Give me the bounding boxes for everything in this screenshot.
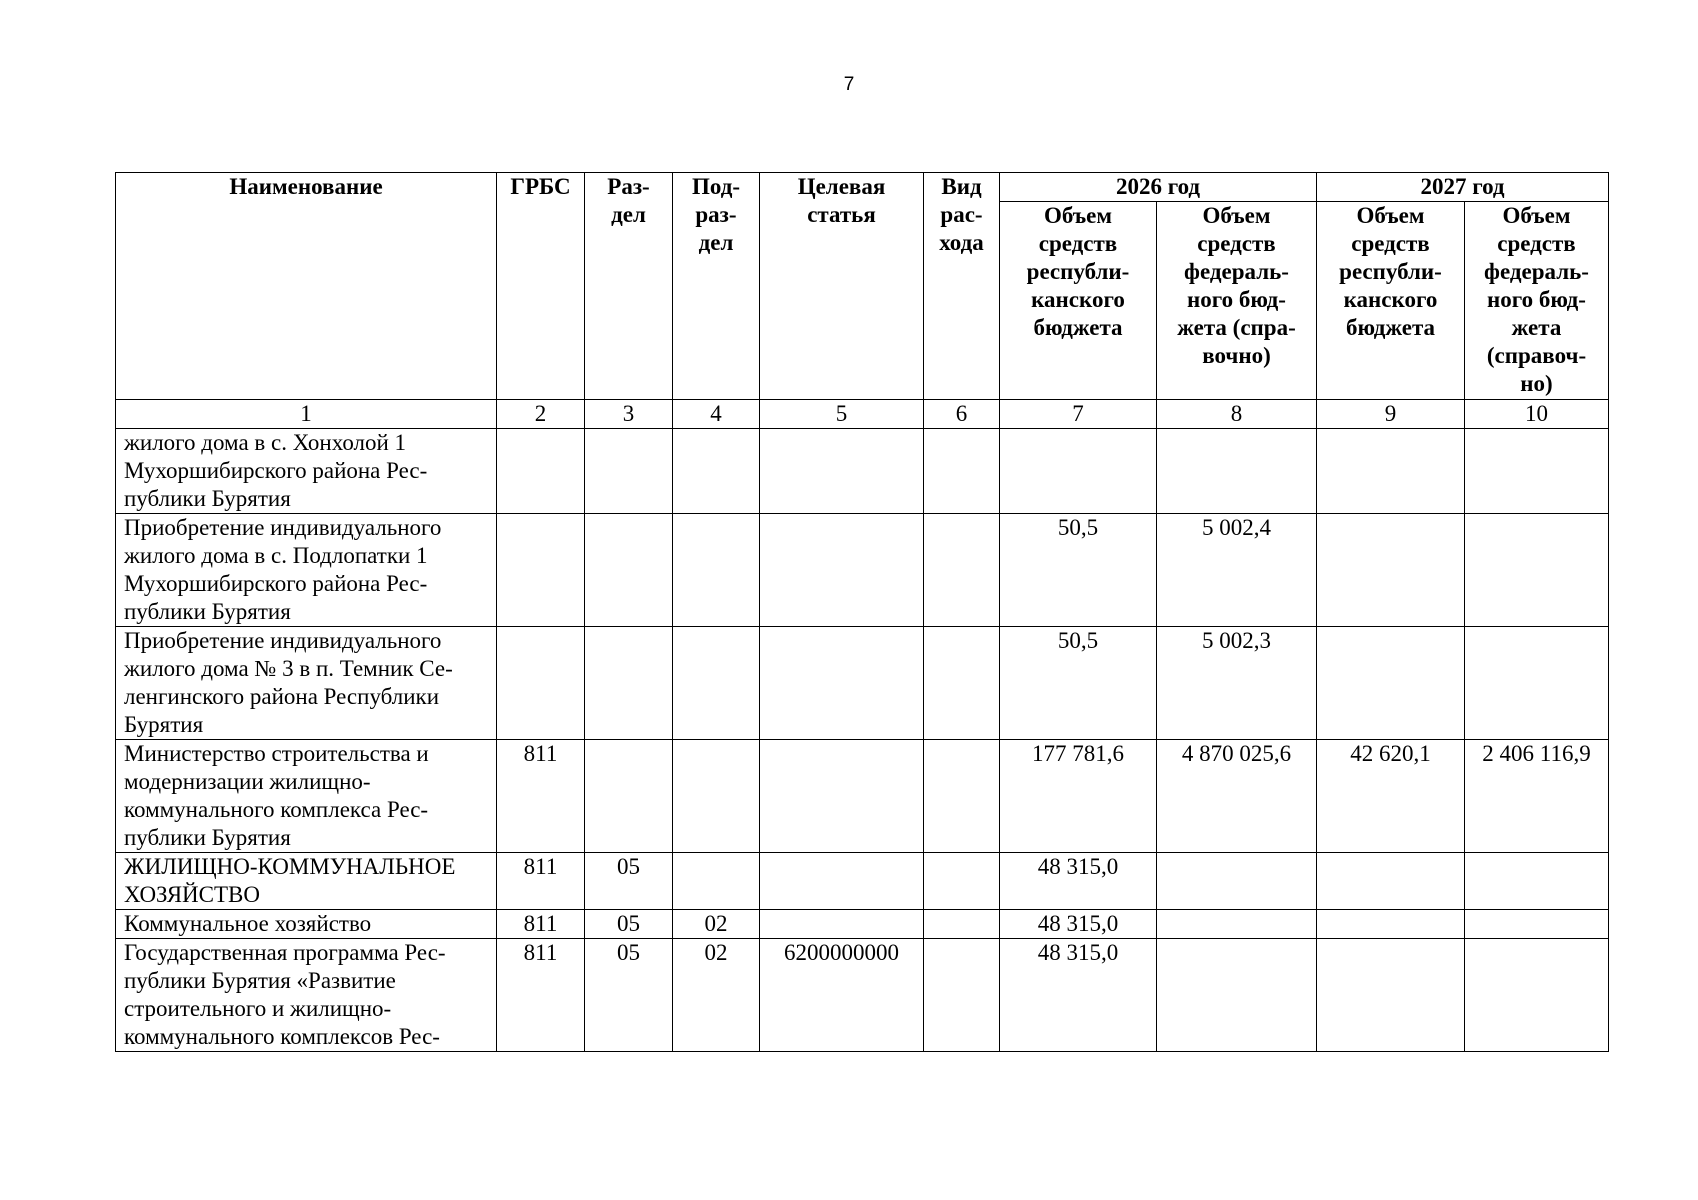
header-2027-federal-budget: Объем средств федераль- ного бюд- жета (справоч- но): [1465, 202, 1609, 400]
cell-2027-republic: [1317, 429, 1465, 514]
cell-podrazdel: [673, 627, 760, 740]
cell-podrazdel: [673, 514, 760, 627]
cell-podrazdel: [673, 853, 760, 910]
cell-2027-federal: [1465, 853, 1609, 910]
header-2026-republic-budget: Объем средств республи- канского бюджета: [1000, 202, 1157, 400]
cell-2027-republic: [1317, 627, 1465, 740]
table-row: [116, 740, 1609, 853]
table-header: [116, 173, 1609, 400]
cell-tselevaya-statya: [760, 853, 924, 910]
cell-vid-raskhoda: [924, 910, 1000, 939]
cell-2026-federal: [1157, 429, 1317, 514]
row-name: Приобретение индивидуального жилого дома в с. Подлопатки 1 Мухоршибирского района Рес- публики Бурятия: [116, 514, 497, 627]
column-number: 8: [1157, 400, 1317, 429]
cell-grbs: [497, 429, 585, 514]
column-number: 2: [497, 400, 585, 429]
cell-2027-federal: [1465, 939, 1609, 1052]
column-number: 4: [673, 400, 760, 429]
cell-2026-federal: [1157, 853, 1317, 910]
cell-vid-raskhoda: [924, 429, 1000, 514]
cell-grbs: [497, 627, 585, 740]
cell-podrazdel: [673, 740, 760, 853]
budget-table: [115, 172, 1609, 1052]
cell-razdel: [585, 429, 673, 514]
cell-2026-federal: [1157, 939, 1317, 1052]
table-row: [116, 853, 1609, 910]
header-year-2026: 2026 год: [1000, 173, 1317, 202]
cell-2026-republic: 50,5: [1000, 627, 1157, 740]
column-number: 3: [585, 400, 673, 429]
cell-2026-federal: 5 002,3: [1157, 627, 1317, 740]
header-2027-republic-budget: Объем средств республи- канского бюджета: [1317, 202, 1465, 400]
row-name: Приобретение индивидуального жилого дома № 3 в п. Темник Се- ленгинского района Республики Бурятия: [116, 627, 497, 740]
cell-2027-republic: 42 620,1: [1317, 740, 1465, 853]
column-number: 5: [760, 400, 924, 429]
column-number: 10: [1465, 400, 1609, 429]
cell-2026-republic: 48 315,0: [1000, 853, 1157, 910]
cell-2026-federal: 4 870 025,6: [1157, 740, 1317, 853]
cell-grbs: [497, 514, 585, 627]
cell-podrazdel: [673, 429, 760, 514]
header-razdel: Раз- дел: [585, 173, 673, 400]
cell-grbs: 811: [497, 853, 585, 910]
cell-tselevaya-statya: 6200000000: [760, 939, 924, 1052]
cell-vid-raskhoda: [924, 853, 1000, 910]
cell-2027-republic: [1317, 853, 1465, 910]
cell-podrazdel: 02: [673, 910, 760, 939]
cell-2027-federal: [1465, 910, 1609, 939]
cell-2026-republic: 50,5: [1000, 514, 1157, 627]
cell-grbs: 811: [497, 740, 585, 853]
row-name: жилого дома в с. Хонхолой 1 Мухоршибирского района Рес- публики Бурятия: [116, 429, 497, 514]
cell-razdel: [585, 514, 673, 627]
cell-2026-federal: [1157, 910, 1317, 939]
row-name: Государственная программа Рес- публики Бурятия «Развитие строительного и жилищно- коммунального комплексов Рес-: [116, 939, 497, 1052]
cell-2026-republic: 48 315,0: [1000, 910, 1157, 939]
cell-2027-federal: [1465, 429, 1609, 514]
cell-2026-republic: [1000, 429, 1157, 514]
table-row: [116, 429, 1609, 514]
cell-tselevaya-statya: [760, 514, 924, 627]
column-number-row: [116, 400, 1609, 429]
table-row: [116, 910, 1609, 939]
row-name: Министерство строительства и модернизации жилищно- коммунального комплекса Рес- публики Бурятия: [116, 740, 497, 853]
cell-razdel: 05: [585, 853, 673, 910]
table-row: [116, 939, 1609, 1052]
cell-razdel: [585, 740, 673, 853]
cell-2026-republic: 177 781,6: [1000, 740, 1157, 853]
table-body: [116, 400, 1609, 1052]
cell-2026-republic: 48 315,0: [1000, 939, 1157, 1052]
cell-podrazdel: 02: [673, 939, 760, 1052]
cell-2027-federal: [1465, 514, 1609, 627]
column-number: 1: [116, 400, 497, 429]
header-2026-federal-budget: Объем средств федераль- ного бюд- жета (спра- вочно): [1157, 202, 1317, 400]
cell-2027-federal: [1465, 627, 1609, 740]
cell-razdel: 05: [585, 939, 673, 1052]
column-number: 6: [924, 400, 1000, 429]
cell-2027-federal: 2 406 116,9: [1465, 740, 1609, 853]
header-year-2027: 2027 год: [1317, 173, 1609, 202]
cell-razdel: [585, 627, 673, 740]
row-name: Коммунальное хозяйство: [116, 910, 497, 939]
header-name: Наименование: [116, 173, 497, 400]
column-number: 9: [1317, 400, 1465, 429]
column-number: 7: [1000, 400, 1157, 429]
cell-grbs: 811: [497, 910, 585, 939]
row-name: ЖИЛИЩНО-КОММУНАЛЬНОЕ ХОЗЯЙСТВО: [116, 853, 497, 910]
cell-razdel: 05: [585, 910, 673, 939]
header-podrazdel: Под- раз- дел: [673, 173, 760, 400]
cell-2026-federal: 5 002,4: [1157, 514, 1317, 627]
cell-vid-raskhoda: [924, 514, 1000, 627]
header-grbs: ГРБС: [497, 173, 585, 400]
cell-tselevaya-statya: [760, 910, 924, 939]
cell-grbs: 811: [497, 939, 585, 1052]
cell-2027-republic: [1317, 514, 1465, 627]
cell-vid-raskhoda: [924, 939, 1000, 1052]
cell-vid-raskhoda: [924, 740, 1000, 853]
header-tselevaya-statya: Целевая статья: [760, 173, 924, 400]
table-row: [116, 514, 1609, 627]
cell-tselevaya-statya: [760, 429, 924, 514]
cell-tselevaya-statya: [760, 740, 924, 853]
cell-tselevaya-statya: [760, 627, 924, 740]
cell-vid-raskhoda: [924, 627, 1000, 740]
cell-2027-republic: [1317, 910, 1465, 939]
header-vid-raskhoda: Вид рас- хода: [924, 173, 1000, 400]
cell-2027-republic: [1317, 939, 1465, 1052]
table-row: [116, 627, 1609, 740]
page-number: 7: [843, 74, 855, 95]
